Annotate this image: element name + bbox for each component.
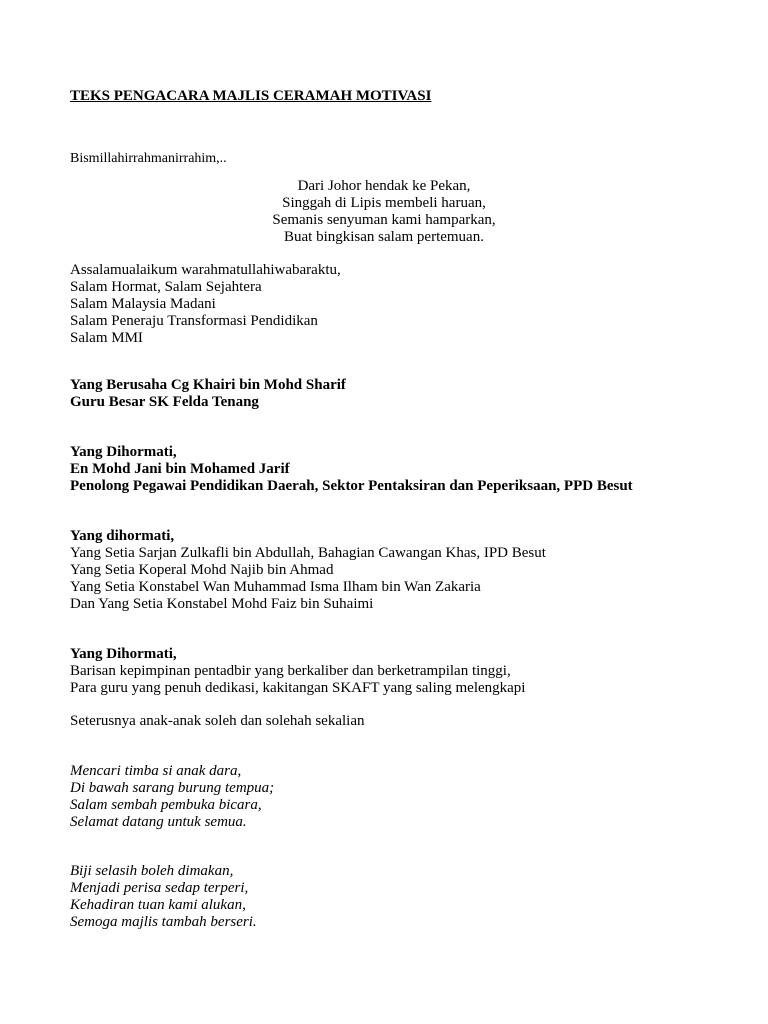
- pantun-opening: [0, 178, 768, 246]
- guest-police-name: Yang Setia Konstabel Wan Muhammad Isma Ilham bin Wan Zakaria: [70, 579, 481, 595]
- pantun-three-line: Biji selasih boleh dimakan,: [70, 863, 234, 879]
- guest-officer-position: Penolong Pegawai Pendidikan Daerah, Sektor Pentaksiran dan Peperiksaan, PPD Besut: [70, 478, 633, 494]
- guest-headmaster-block: [70, 377, 346, 411]
- salutation-line: Salam Peneraju Transformasi Pendidikan: [70, 313, 318, 329]
- salutation-line: Salam Hormat, Salam Sejahtera: [70, 279, 262, 295]
- salutation-line: Salam MMI: [70, 330, 143, 346]
- opening-basmalah: Bismillahirrahmanirrahim,..: [70, 151, 227, 166]
- pantun-two-line: Mencari timba si anak dara,: [70, 763, 242, 779]
- guest-headmaster-name: Yang Berusaha Cg Khairi bin Mohd Sharif: [70, 377, 346, 393]
- guest-staff-block: [70, 646, 525, 697]
- pantun-three: [70, 863, 257, 931]
- salutation-line: Salam Malaysia Madani: [70, 296, 216, 312]
- students-greeting: Seterusnya anak-anak soleh dan solehah sekalian: [70, 713, 365, 729]
- guest-staff-heading: Yang Dihormati,: [70, 646, 177, 662]
- pantun-opening-line: Semanis senyuman kami hamparkan,: [272, 212, 496, 228]
- guest-officer-name: En Mohd Jani bin Mohamed Jarif: [70, 461, 290, 477]
- guest-staff-line: Barisan kepimpinan pentadbir yang berkaliber dan berketrampilan tinggi,: [70, 663, 511, 679]
- guest-headmaster-title: Guru Besar SK Felda Tenang: [70, 394, 259, 410]
- guest-police-heading: Yang dihormati,: [70, 528, 175, 544]
- guest-police-name: Yang Setia Koperal Mohd Najib bin Ahmad: [70, 562, 334, 578]
- pantun-two: [70, 763, 274, 831]
- pantun-three-line: Kehadiran tuan kami alukan,: [70, 897, 246, 913]
- guest-staff-line: Para guru yang penuh dedikasi, kakitangan SKAFT yang saling melengkapi: [70, 680, 526, 696]
- pantun-two-line: Di bawah sarang burung tempua;: [70, 780, 275, 796]
- pantun-two-line: Salam sembah pembuka bicara,: [70, 797, 262, 813]
- pantun-three-line: Menjadi perisa sedap terperi,: [70, 880, 249, 896]
- pantun-opening-line: Buat bingkisan salam pertemuan.: [284, 229, 484, 245]
- guest-officer-block: [70, 444, 633, 495]
- pantun-opening-line: Singgah di Lipis membeli haruan,: [282, 195, 486, 211]
- guest-police-name: Yang Setia Sarjan Zulkafli bin Abdullah, Bahagian Cawangan Khas, IPD Besut: [70, 545, 546, 561]
- guest-officer-heading: Yang Dihormati,: [70, 444, 177, 460]
- guest-police-name: Dan Yang Setia Konstabel Mohd Faiz bin Suhaimi: [70, 596, 374, 612]
- salutation-line: Assalamualaikum warahmatullahiwabaraktu,: [70, 262, 341, 278]
- pantun-opening-line: Dari Johor hendak ke Pekan,: [297, 178, 471, 194]
- pantun-three-line: Semoga majlis tambah berseri.: [70, 914, 257, 930]
- document-title: TEKS PENGACARA MAJLIS CERAMAH MOTIVASI: [70, 88, 432, 104]
- guest-police-block: [70, 528, 546, 613]
- pantun-two-line: Selamat datang untuk semua.: [70, 814, 247, 830]
- salutations-block: [70, 262, 341, 347]
